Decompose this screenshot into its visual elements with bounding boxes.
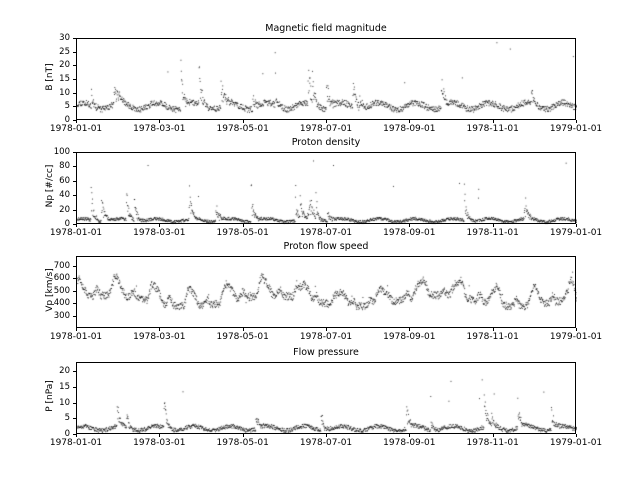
x-tick-label: 1978-09-01 (383, 438, 436, 448)
x-tick-mark (493, 434, 494, 437)
y-tick-mark (73, 418, 76, 419)
y-axis-label: P [nPa] (45, 380, 55, 412)
x-tick-mark (76, 434, 77, 437)
x-tick-label: 1979-01-01 (549, 124, 603, 134)
x-tick-label: 1978-11-01 (466, 332, 519, 342)
x-tick-label: 1978-11-01 (466, 438, 519, 448)
x-tick-label: 1978-01-01 (49, 332, 103, 342)
x-tick-label: 1979-01-01 (549, 332, 603, 342)
y-tick-label: 10 (59, 87, 70, 98)
x-tick-mark (576, 434, 577, 437)
x-tick-label: 1978-05-01 (216, 332, 269, 342)
x-tick-label: 1978-11-01 (466, 124, 519, 134)
y-tick-label: 30 (59, 33, 70, 43)
x-tick-label: 1978-09-01 (383, 228, 436, 238)
x-tick-label: 1978-07-01 (299, 438, 353, 448)
x-tick-label: 1978-07-01 (299, 332, 353, 342)
y-tick-label: 15 (59, 74, 70, 84)
x-tick-label: 1978-05-01 (216, 438, 269, 448)
y-tick-label: 5 (64, 413, 70, 424)
y-tick-label: 400 (53, 298, 70, 309)
x-tick-label: 1979-01-01 (549, 228, 603, 238)
chart-title: Flow pressure (293, 347, 359, 358)
x-tick-mark (243, 434, 244, 437)
y-tick-label: 10 (59, 397, 70, 408)
y-tick-label: 15 (59, 382, 70, 393)
x-tick-label: 1978-01-01 (49, 228, 103, 238)
x-tick-label: 1978-01-01 (49, 124, 103, 134)
x-tick-label: 1978-03-01 (133, 124, 186, 134)
y-tick-label: 700 (53, 260, 70, 271)
y-tick-label: 0 (64, 429, 70, 439)
plot-area (76, 362, 576, 434)
chart-title: Proton density (291, 137, 361, 148)
chart-title: Magnetic field magnitude (265, 23, 387, 34)
y-tick-label: 5 (64, 101, 70, 112)
x-tick-label: 1979-01-01 (549, 438, 603, 448)
y-axis-label: Vp [km/s] (45, 268, 55, 312)
x-tick-label: 1978-09-01 (383, 124, 436, 134)
x-tick-label: 1978-09-01 (383, 332, 436, 342)
y-tick-label: 300 (53, 310, 70, 321)
y-tick-mark (73, 371, 76, 372)
y-tick-mark (73, 403, 76, 404)
x-tick-label: 1978-01-01 (49, 438, 103, 448)
data-points (77, 363, 577, 435)
x-tick-label: 1978-07-01 (299, 124, 353, 134)
y-tick-label: 40 (59, 190, 70, 201)
x-tick-label: 1978-03-01 (133, 332, 186, 342)
x-tick-label: 1978-07-01 (299, 228, 353, 238)
y-tick-label: 20 (59, 60, 70, 71)
y-tick-label: 20 (59, 366, 70, 377)
y-axis-label: Np [#/cc] (45, 164, 55, 208)
x-tick-label: 1978-03-01 (133, 438, 186, 448)
x-tick-mark (409, 434, 410, 437)
x-tick-label: 1978-03-01 (133, 228, 186, 238)
y-axis-label: B [nT] (45, 63, 55, 91)
y-tick-label: 20 (59, 204, 70, 215)
x-tick-mark (326, 434, 327, 437)
y-tick-label: 25 (59, 46, 70, 57)
x-tick-label: 1978-05-01 (216, 124, 269, 134)
y-tick-label: 0 (64, 115, 70, 125)
y-tick-mark (73, 387, 76, 388)
x-tick-label: 1978-11-01 (466, 228, 519, 238)
y-tick-label: 600 (53, 273, 70, 284)
y-tick-label: 80 (59, 161, 70, 172)
y-tick-label: 60 (59, 175, 70, 186)
chart-title: Proton flow speed (283, 241, 369, 252)
y-tick-label: 500 (53, 285, 70, 296)
y-tick-label: 0 (64, 219, 70, 229)
y-tick-label: 100 (53, 147, 70, 157)
x-tick-mark (159, 434, 160, 437)
x-tick-label: 1978-05-01 (216, 228, 269, 238)
